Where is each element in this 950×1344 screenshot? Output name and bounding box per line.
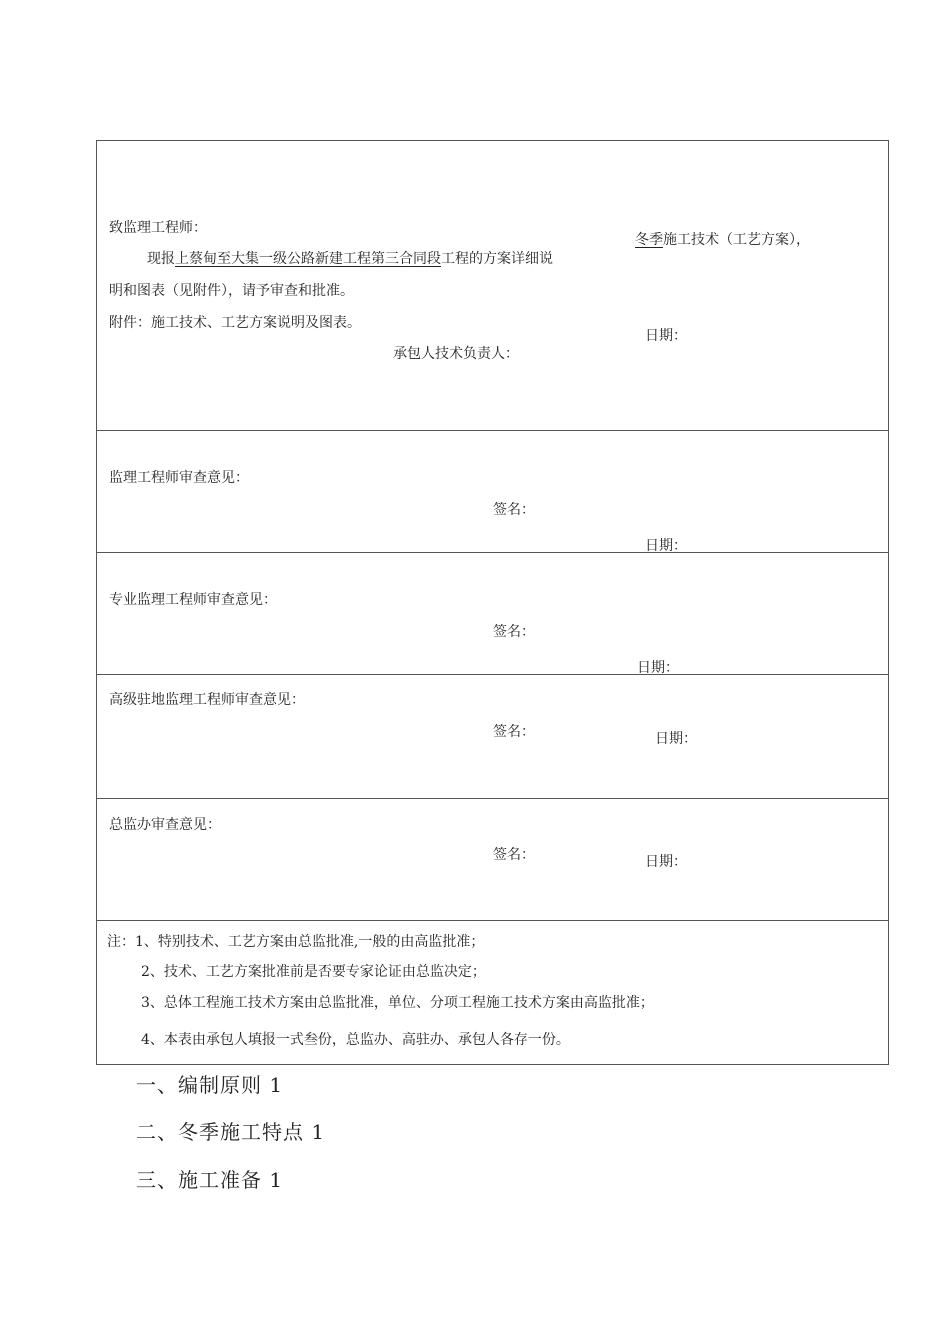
date-label: 日期： — [645, 538, 687, 554]
note-line: 3、总体工程施工技术方案由总监批准，单位、分项工程施工技术方案由高监批准； — [141, 995, 654, 1011]
date-label: 日期： — [637, 660, 679, 676]
signature-label: 签名： — [493, 624, 535, 640]
plan-season: 冬季 — [635, 232, 663, 248]
report-line — [147, 250, 553, 268]
date-label: 日期： — [645, 854, 687, 870]
attachment-note: 附件：施工技术、工艺方案说明及图表。 — [109, 315, 361, 331]
project-name: 上蔡甸至大集一级公路新建工程第三合同段 — [175, 251, 441, 267]
review-section-chief — [97, 799, 888, 921]
toc-item[interactable]: 三、施工准备 1 — [136, 1168, 284, 1192]
addressee: 致监理工程师： — [109, 220, 207, 236]
review-section-senior-resident — [97, 675, 888, 799]
construction-plan-approval-form — [96, 140, 889, 1065]
contractor-tech-lead-label: 承包人技术负责人： — [393, 346, 519, 362]
note-line: 4、本表由承包人填报一式叁份，总监办、高驻办、承包人各存一份。 — [141, 1032, 570, 1048]
report-prefix: 现报 — [147, 251, 175, 267]
report-suffix: 工程的方案详细说 — [441, 251, 553, 267]
review-title: 监理工程师审查意见： — [109, 470, 249, 486]
review-section-supervisor — [97, 431, 888, 553]
report-line-2: 明和图表（见附件），请予审查和批准。 — [109, 283, 354, 299]
toc-item[interactable]: 二、冬季施工特点 1 — [136, 1120, 326, 1144]
review-title: 高级驻地监理工程师审查意见： — [109, 692, 305, 708]
signature-label: 签名： — [493, 502, 535, 518]
toc-item[interactable]: 一、编制原则 1 — [136, 1073, 284, 1097]
submission-section — [97, 141, 888, 431]
signature-label: 签名： — [493, 724, 535, 740]
signature-label: 签名： — [493, 847, 535, 863]
date-label: 日期： — [655, 731, 697, 747]
note-line: 注：1、特别技术、工艺方案由总监批准,一般的由高监批准； — [107, 934, 485, 950]
plan-title — [635, 231, 810, 249]
plan-title-rest: 施工技术（工艺方案）， — [663, 232, 810, 248]
notes-section — [97, 921, 888, 1065]
submission-date-label: 日期： — [645, 328, 687, 344]
review-title: 专业监理工程师审查意见： — [109, 592, 277, 608]
review-title: 总监办审查意见： — [109, 817, 221, 833]
note-line: 2、技术、工艺方案批准前是否要专家论证由总监决定； — [141, 964, 486, 980]
review-section-specialist — [97, 553, 888, 675]
